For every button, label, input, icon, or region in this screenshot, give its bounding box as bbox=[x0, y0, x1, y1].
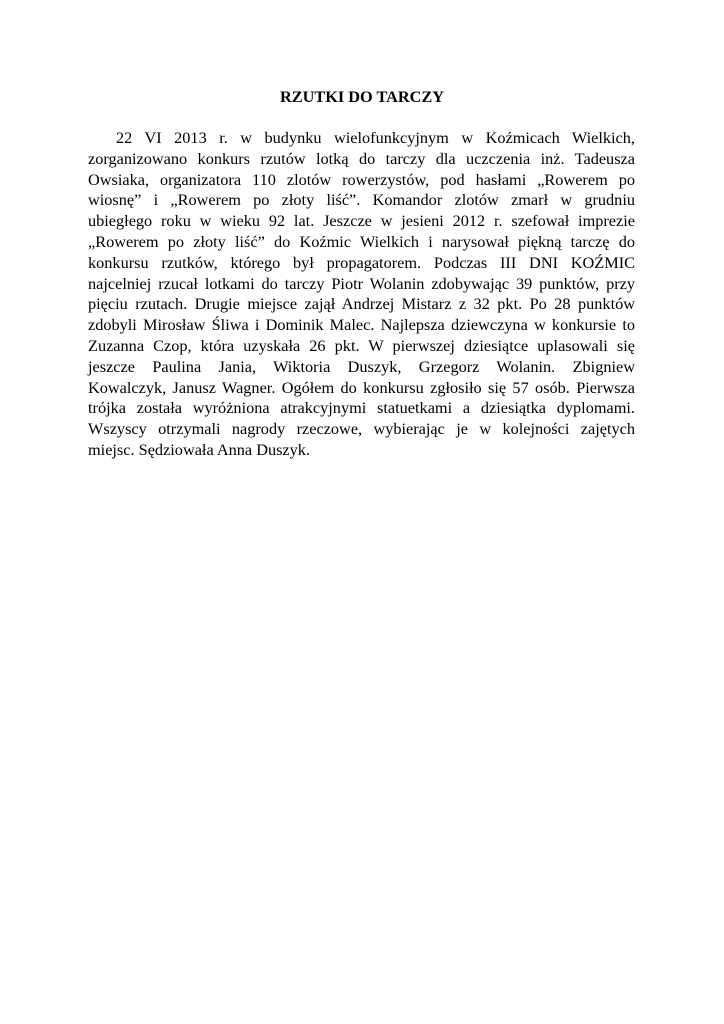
paragraph-line: konkursu rzutków, którego był propagatorem. Podczas III DNI KOŹMIC bbox=[88, 252, 635, 272]
paragraph-line: miejsc. Sędziowała Anna Duszyk. bbox=[88, 439, 311, 459]
paragraph-line: najcelniej rzucał lotkami do tarczy Piotr Wolanin zdobywając 39 punktów, przy bbox=[88, 273, 635, 293]
paragraph-line: Kowalczyk, Janusz Wagner. Ogółem do konkursu zgłosiło się 57 osób. Pierwsza bbox=[88, 377, 635, 397]
paragraph-line: jeszcze Paulina Jania, Wiktoria Duszyk, Grzegorz Wolanin. Zbigniew bbox=[88, 356, 635, 376]
paragraph-line: „Rowerem po złoty liść” do Koźmic Wielkich i narysował piękną tarczę do bbox=[88, 231, 635, 251]
paragraph-line: zorganizowano konkurs rzutów lotką do tarczy dla uczczenia inż. Tadeusza bbox=[88, 148, 635, 168]
paragraph-line: pięciu rzutach. Drugie miejsce zajął Andrzej Mistarz z 32 pkt. Po 28 punktów bbox=[88, 294, 635, 314]
paragraph-line: Wszyscy otrzymali nagrody rzeczowe, wybierając je w kolejności zajętych bbox=[88, 419, 635, 439]
paragraph-line: ubiegłego roku w wieku 92 lat. Jeszcze w jesieni 2012 r. szefował imprezie bbox=[88, 211, 635, 231]
paragraph-line: wiosnę” i „Rowerem po złoty liść”. Komandor zlotów zmarł w grudniu bbox=[88, 190, 635, 210]
paragraph-line: trójka została wyróżniona atrakcyjnymi statuetkami a dziesiątka dyplomami. bbox=[88, 398, 635, 418]
paragraph-line: Zuzanna Czop, która uzyskała 26 pkt. W pierwszej dziesiątce uplasowali się bbox=[88, 335, 635, 355]
paragraph-line: Owsiaka, organizatora 110 zlotów rowerzystów, pod hasłami „Rowerem po bbox=[88, 169, 635, 189]
paragraph-line: 22 VI 2013 r. w budynku wielofunkcyjnym w Koźmicach Wielkich, bbox=[116, 128, 635, 147]
document-body bbox=[88, 128, 635, 461]
paragraph-line: zdobyli Mirosław Śliwa i Dominik Malec. Najlepsza dziewczyna w konkursie to bbox=[88, 315, 635, 335]
document-title: RZUTKI DO TARCZY bbox=[279, 87, 445, 106]
